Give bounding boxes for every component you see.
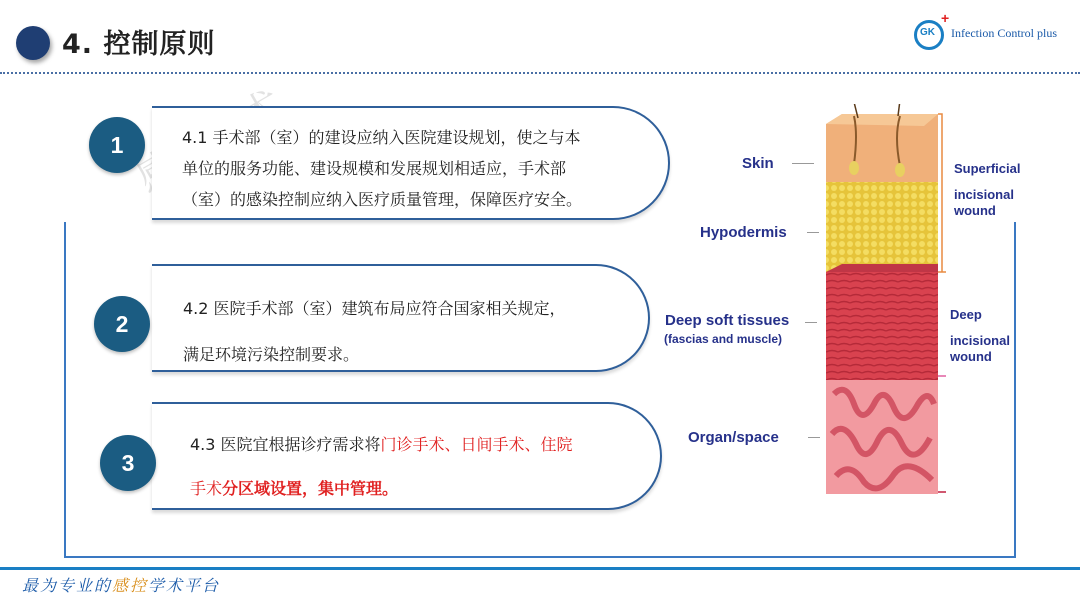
logo-mark: GK <box>920 27 935 38</box>
superficial-line-3: wound <box>954 203 996 218</box>
footer-divider <box>0 567 1080 570</box>
tissue-layers-diagram <box>814 104 950 496</box>
principle-3-line-2 <box>190 467 573 511</box>
principle-2-line-1: 4.2 医院手术部（室）建筑布局应符合国家相关规定， <box>183 299 566 318</box>
tick-skin <box>792 163 814 164</box>
muscle-layer <box>826 264 938 380</box>
superficial-line-1: Superficial <box>954 161 1021 176</box>
label-organ-space: Organ/space <box>688 429 779 446</box>
superficial-line-2: incisional <box>954 187 1014 202</box>
header-divider <box>0 72 1080 74</box>
footer-text-post: 学术平台 <box>148 576 221 595</box>
number-badge-2: 2 <box>94 296 150 352</box>
footer-text-highlight: 感控 <box>112 576 149 595</box>
principle-3-line-1 <box>190 423 573 467</box>
logo <box>914 10 1074 52</box>
principle-1-line-3: （室）的感染控制应纳入医疗质量管理，保障医疗安全。 <box>182 190 583 209</box>
principle-3-text: 4.3 医院宜根据诊疗需求将 <box>190 435 381 454</box>
page-title: 4. 控制原则 <box>62 29 216 60</box>
skin-layer <box>826 104 938 182</box>
principle-1-line-2: 单位的服务功能、建设规模和发展规划相适应，手术部 <box>182 159 567 178</box>
logo-plus: + <box>941 10 950 26</box>
principle-3-emphasis: 分区域设置，集中管理。 <box>222 479 399 498</box>
principle-1-line-1: 4.1 手术部（室）的建设应纳入医院建设规划，使之与本 <box>182 128 581 147</box>
organ-layer <box>826 380 938 494</box>
deep-line-3: wound <box>950 349 992 364</box>
deep-line-1: Deep <box>950 307 982 322</box>
principle-3-highlight-2: 手术 <box>190 479 223 498</box>
principle-text-2 <box>183 286 566 378</box>
label-deep-incisional-wound <box>950 307 1010 365</box>
principle-2-line-2: 满足环境污染控制要求。 <box>183 345 360 364</box>
logo-text: Infection Control plus <box>951 26 1057 40</box>
number-badge-3: 3 <box>100 435 156 491</box>
number-badge-1: 1 <box>89 117 145 173</box>
deep-line-2: incisional <box>950 333 1010 348</box>
superficial-bracket <box>938 114 942 272</box>
label-superficial-incisional-wound <box>954 161 1020 219</box>
label-deep-soft-tissues: Deep soft tissues <box>665 312 790 329</box>
label-fascias-muscle: (fascias and muscle) <box>664 332 783 346</box>
label-skin: Skin <box>742 155 774 172</box>
label-hypodermis: Hypodermis <box>700 224 787 241</box>
footer-text-pre: 最为专业的 <box>22 576 113 595</box>
principle-text-3 <box>190 423 573 511</box>
principle-3-highlight: 门诊手术、日间手术、住院 <box>380 435 573 454</box>
hypodermis-layer <box>826 182 938 272</box>
header-bullet-icon <box>16 26 50 60</box>
principle-text-1 <box>182 122 582 215</box>
footer-slogan <box>22 573 220 596</box>
